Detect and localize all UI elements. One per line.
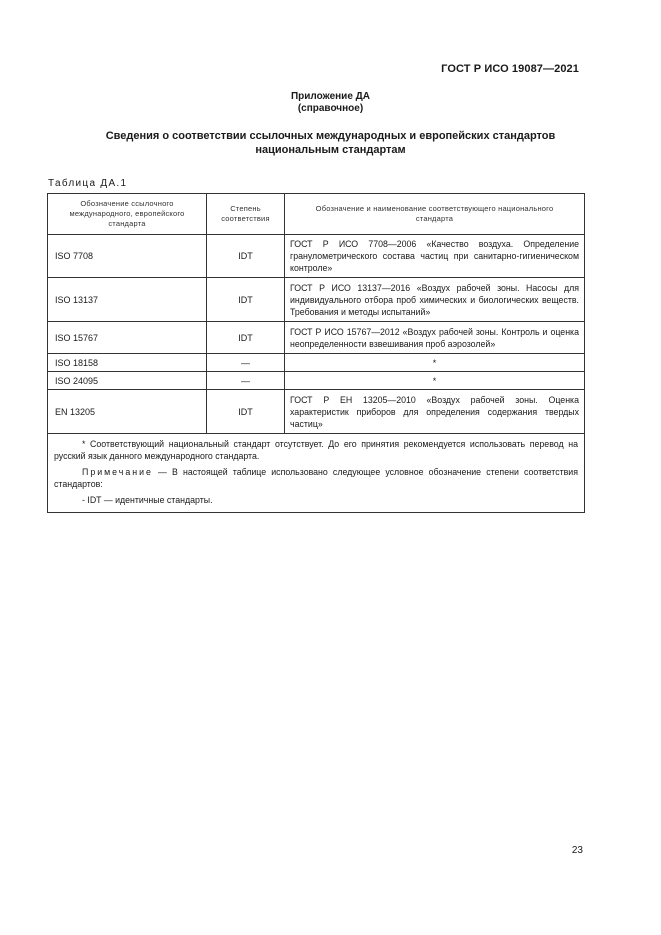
national-standard-cell: * (285, 372, 585, 390)
reference-standard-cell: ISO 24095 (48, 372, 207, 390)
table-label: Таблица ДА.1 (48, 178, 128, 189)
legend-idt: - IDT — идентичные стандарты. (82, 495, 213, 505)
reference-standard-cell: ISO 13137 (48, 278, 207, 322)
section-title (60, 129, 601, 157)
footnote: * Соответствующий национальный стандарт отсутствует. До его принятия рекомендуется использовать перевод на русский язык данного международного стандарта. (54, 439, 578, 461)
header-national-standard: Обозначение и наименование соответствующего национального стандарта (285, 194, 585, 235)
section-title-line-2: национальным стандартам (255, 144, 406, 156)
section-title-line-1: Сведения о соответствии ссылочных международных и европейских стандартов (105, 130, 556, 142)
annex-title: Приложение ДА (290, 91, 371, 102)
table-notes-row (48, 434, 585, 513)
degree-cell: IDT (207, 390, 285, 434)
degree-cell: IDT (207, 235, 285, 278)
national-standard-cell: ГОСТ Р ИСО 7708—2006 «Качество воздуха. Определение гранулометрического состава частиц при санитарно-гигиеническом контроле» (285, 235, 585, 278)
reference-standard-cell: ISO 18158 (48, 354, 207, 372)
degree-cell: — (207, 372, 285, 390)
standard-code: ГОСТ Р ИСО 19087—2021 (441, 63, 579, 75)
standards-correspondence-table (47, 193, 585, 513)
annex-subtitle: (справочное) (297, 103, 364, 114)
header-degree: Степень соответствия (207, 194, 285, 235)
degree-cell: IDT (207, 278, 285, 322)
table-row (48, 322, 585, 354)
note (54, 466, 578, 490)
table-notes (48, 434, 585, 513)
annex-heading (0, 91, 661, 115)
degree-cell: IDT (207, 322, 285, 354)
page-number: 23 (571, 845, 583, 856)
note-label: Примечание (82, 467, 153, 477)
degree-cell: — (207, 354, 285, 372)
table-header-row (48, 194, 585, 235)
reference-standard-cell: ISO 15767 (48, 322, 207, 354)
table-row (48, 372, 585, 390)
reference-standard-cell: EN 13205 (48, 390, 207, 434)
table-row (48, 278, 585, 322)
table-row (48, 235, 585, 278)
note-text: — В настоящей таблице использовано следующее условное обозначение степени соответствия стандартов: (54, 467, 578, 489)
header-reference-standard: Обозначение ссылочного международного, европейского стандарта (48, 194, 207, 235)
national-standard-cell: ГОСТ Р ИСО 13137—2016 «Воздух рабочей зоны. Насосы для индивидуального отбора проб химических и биологических веществ. Требования и методы испытаний» (285, 278, 585, 322)
reference-standard-cell: ISO 7708 (48, 235, 207, 278)
national-standard-cell: ГОСТ Р ЕН 13205—2010 «Воздух рабочей зоны. Оценка характеристик приборов для определения содержания твердых частиц» (285, 390, 585, 434)
national-standard-cell: * (285, 354, 585, 372)
table-row (48, 354, 585, 372)
national-standard-cell: ГОСТ Р ИСО 15767—2012 «Воздух рабочей зоны. Контроль и оценка неопределенности взвешивания проб аэрозолей» (285, 322, 585, 354)
table-row (48, 390, 585, 434)
